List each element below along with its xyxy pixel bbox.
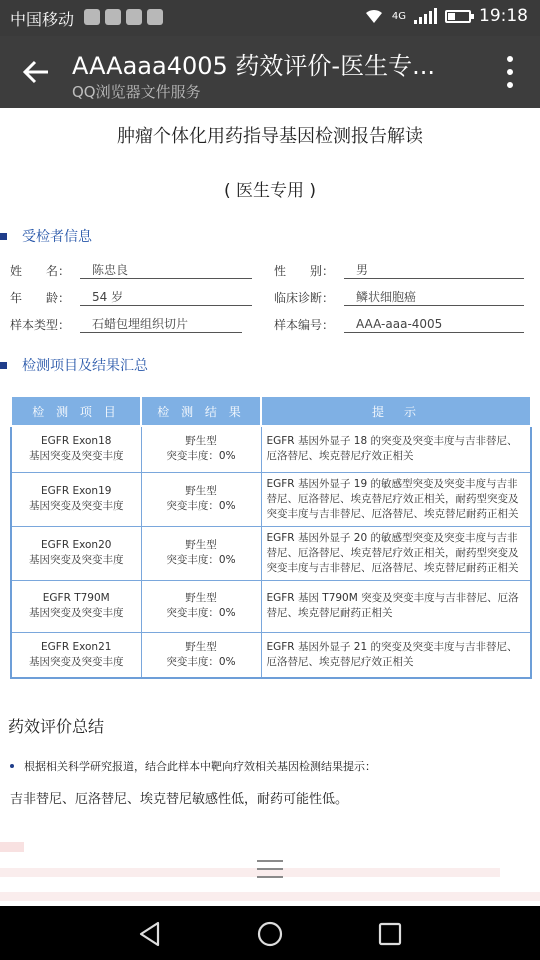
faded-footnote-line <box>0 892 540 901</box>
hint-cell: EGFR 基因外显子 20 的敏感型突变及突变丰度与吉非替尼、厄洛替尼、埃克替尼疗效正相关，耐药型突变及突变丰度与吉非替尼、厄洛替尼、埃克替尼耐药正相关 <box>261 526 531 580</box>
test-item-name: EGFR Exon19 <box>41 485 112 497</box>
arrow-left-icon[interactable] <box>20 56 52 88</box>
field-label: 临床诊断： <box>274 291 335 305</box>
home-circle-icon[interactable] <box>254 918 286 950</box>
test-item-desc: 基因突变及突变丰度 <box>29 500 124 512</box>
section-heading-text: 受检者信息 <box>22 229 92 245</box>
page-subtitle: QQ浏览器文件服务 <box>72 83 201 101</box>
patient-name-field <box>10 262 252 279</box>
column-header: 检 测 结 果 <box>141 396 261 426</box>
test-item-cell <box>11 526 141 580</box>
table-row <box>11 472 531 526</box>
network-type: 4G <box>391 10 406 22</box>
navigation-bar <box>0 906 540 960</box>
sample-id-field <box>274 316 524 333</box>
column-header: 检 测 项 目 <box>11 396 141 426</box>
page-title: AAAaaa4005 药效评价-医生专... <box>72 52 435 80</box>
signal-icon <box>414 8 437 24</box>
field-label: 性 别： <box>274 264 335 278</box>
faded-footnote-line <box>0 868 500 877</box>
test-item-name: EGFR Exon21 <box>41 640 112 653</box>
notification-icons <box>84 9 163 25</box>
report-title: 肿瘤个体化用药指导基因检测报告解读 <box>117 126 423 147</box>
table-row <box>11 580 531 632</box>
field-label: 样本编号： <box>274 318 335 332</box>
result-abundance: 突变丰度：0% <box>166 607 236 619</box>
result-type: 野生型 <box>185 592 217 604</box>
results-table <box>10 395 532 679</box>
document-viewer[interactable] <box>0 108 540 906</box>
table-row <box>11 526 531 580</box>
test-item-name: EGFR Exon20 <box>41 539 112 551</box>
result-abundance: 突变丰度：0% <box>166 554 236 566</box>
lock-icon <box>126 9 142 25</box>
scroll-handle-icon[interactable] <box>257 856 283 882</box>
test-item-cell <box>11 632 141 678</box>
field-value: 男 <box>344 262 524 279</box>
test-item-name: EGFR Exon18 <box>41 435 112 448</box>
patient-age-field <box>10 289 252 306</box>
result-abundance: 突变丰度：0% <box>166 655 236 668</box>
clock: 19:18 <box>479 6 528 26</box>
patient-info-heading <box>0 226 92 246</box>
table-row <box>11 426 531 472</box>
square-bullet-icon <box>0 233 7 240</box>
dot-bullet-icon <box>10 764 14 768</box>
wechat-icon <box>105 9 121 25</box>
result-type: 野生型 <box>185 485 217 497</box>
summary-intro <box>10 758 376 774</box>
test-item-desc: 基因突变及突变丰度 <box>29 450 124 463</box>
hint-cell: EGFR 基因外显子 19 的敏感型突变及突变丰度与吉非替尼、厄洛替尼、埃克替尼疗效正相关，耐药型突变及突变丰度与吉非替尼、厄洛替尼、埃克替尼耐药正相关 <box>261 472 531 526</box>
carrier-name: 中国移动 <box>10 10 75 29</box>
result-cell <box>141 526 261 580</box>
more-vert-icon[interactable] <box>506 56 514 88</box>
square-bullet-icon <box>0 362 7 369</box>
field-label: 样本类型： <box>10 318 71 332</box>
result-cell <box>141 472 261 526</box>
hint-cell: EGFR 基因 T790M 突变及突变丰度与吉非替尼、厄洛替尼、埃克替尼耐药正相关 <box>261 580 531 632</box>
faded-footnote-mark <box>0 842 24 852</box>
test-item-cell <box>11 580 141 632</box>
wifi-icon <box>364 8 384 24</box>
field-value: 石蜡包埋组织切片 <box>80 316 242 333</box>
status-bar <box>0 0 540 36</box>
result-abundance: 突变丰度：0% <box>166 500 236 512</box>
test-item-desc: 基因突变及突变丰度 <box>29 607 124 619</box>
summary-conclusion: 吉非替尼、厄洛替尼、埃克替尼敏感性低，耐药可能性低。 <box>10 792 349 807</box>
battery-icon <box>445 10 471 23</box>
results-heading <box>0 355 148 375</box>
report-subtitle: ( 医生专用 ) <box>223 181 317 201</box>
result-abundance: 突变丰度：0% <box>166 450 236 463</box>
column-header: 提 示 <box>261 396 531 426</box>
table-row <box>11 632 531 678</box>
test-item-desc: 基因突变及突变丰度 <box>29 655 124 668</box>
sim-icon <box>84 9 100 25</box>
field-value: AAA-aaa-4005 <box>344 316 524 333</box>
back-triangle-icon[interactable] <box>134 918 166 950</box>
summary-heading: 药效评价总结 <box>8 717 105 736</box>
test-item-cell <box>11 472 141 526</box>
result-cell <box>141 426 261 472</box>
field-value: 54 岁 <box>80 289 252 306</box>
patient-sex-field <box>274 262 524 279</box>
result-type: 野生型 <box>185 640 217 653</box>
recents-square-icon[interactable] <box>374 918 406 950</box>
summary-intro-text: 根据相关科学研究报道，结合此样本中靶向疗效相关基因检测结果提示： <box>24 760 376 773</box>
test-item-desc: 基因突变及突变丰度 <box>29 554 124 566</box>
hint-cell: EGFR 基因外显子 18 的突变及突变丰度与吉非替尼、厄洛替尼、埃克替尼疗效正相关 <box>261 426 531 472</box>
section-heading-text: 检测项目及结果汇总 <box>22 358 148 374</box>
table-header-row <box>11 396 531 426</box>
field-label: 年 龄： <box>10 291 71 305</box>
test-item-name: EGFR T790M <box>42 592 110 604</box>
clinical-diagnosis-field <box>274 289 524 306</box>
result-cell <box>141 632 261 678</box>
result-type: 野生型 <box>185 539 217 551</box>
app-bar <box>0 36 540 108</box>
result-cell <box>141 580 261 632</box>
field-value: 陈忠良 <box>80 262 252 279</box>
field-label: 姓 名： <box>10 264 71 278</box>
field-value: 鳞状细胞癌 <box>344 289 524 306</box>
result-type: 野生型 <box>185 435 217 448</box>
test-item-cell <box>11 426 141 472</box>
sample-type-field <box>10 316 242 333</box>
status-right <box>364 6 528 26</box>
sync-icon <box>147 9 163 25</box>
hint-cell: EGFR 基因外显子 21 的突变及突变丰度与吉非替尼、厄洛替尼、埃克替尼疗效正相关 <box>261 632 531 678</box>
